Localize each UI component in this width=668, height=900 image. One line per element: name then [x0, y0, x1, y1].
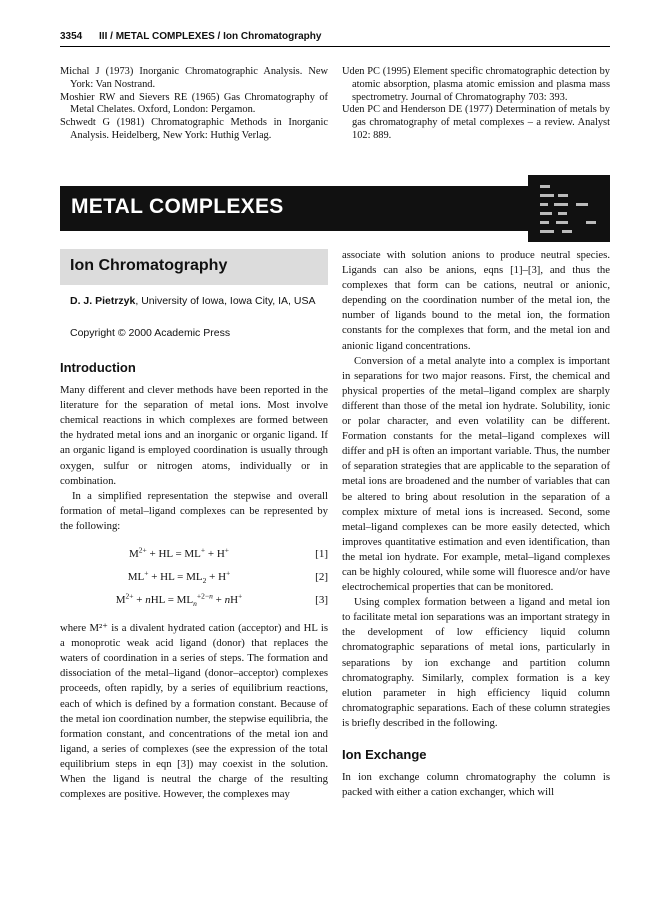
references-left [60, 66, 328, 143]
reference-item: Michal J (1973) Inorganic Chromatographic Analysis. New York: Van Nostrand. [60, 66, 328, 90]
section-banner-title: METAL COMPLEXES [71, 195, 284, 218]
reference-item: Uden PC (1995) Element specific chromatographic detection by atomic absorption, plasma atomic emission and plasma mass spectrometry. Journal of Chromatography 703: 393. [342, 66, 610, 103]
ion-exchange-heading: Ion Exchange [342, 747, 427, 762]
equation-number: [1] [315, 548, 328, 561]
header-rule [60, 46, 610, 47]
author-name: D. J. Pietrzyk [70, 295, 136, 307]
equation-1: $M^{2+}$ + HL = ML+ + H+ [1] [60, 544, 328, 567]
paragraph: In ion exchange column chromatography the column is packed with either a cation exchanger, which will [342, 771, 610, 799]
paragraph: Using complex formation between a ligand and metal ion to facilitate metal ion separations was an important strategy in the development of low efficiency liquid column chromatographic separations of metal ions, particularly in separations by ion exchange and partition column chromatography. Similarly, complex formation is a key elution parameter in high efficiency liquid column chromatographic separations. Each of these column strategies is briefly described in the following. [342, 596, 610, 729]
right-column [342, 248, 610, 800]
introduction-heading: Introduction [60, 360, 136, 375]
copyright: Copyright © 2000 Academic Press [70, 327, 231, 339]
chromatogram-icon [528, 175, 610, 242]
equation-number: [3] [315, 594, 328, 607]
author-affiliation: , University of Iowa, Iowa City, IA, USA [135, 295, 316, 307]
reference-item: Uden PC and Henderson DE (1977) Determination of metals by gas chromatography of metal complexes – a review. Analyst 102: 889. [342, 104, 610, 141]
subsection-title-box [60, 249, 328, 285]
running-head-title: III / METAL COMPLEXES / Ion Chromatography [99, 31, 322, 42]
subsection-title: Ion Chromatography [70, 257, 228, 274]
equation-3: $M^{2+}$ + nHL = $ML_n^{+2-n} + nH^+$ [3] [115, 591, 328, 609]
section-banner [60, 186, 534, 231]
equation-number: [2] [315, 571, 328, 584]
left-column [60, 360, 328, 802]
references-right [342, 66, 610, 143]
paragraph: Conversion of a metal analyte into a complex is important in separations for two major reasons. First, the chemical and physical properties of the metal–ligand complex are sharply different than those of the metal ion hydrate. Solubility, ionic or polar character, and even volatility can be different. Formation constants for the metal–ligand complexes will differ and pH is often an important variable. Thus, the number of separation strategies that are applicable to the separation of metal ions are broadened and the number of variables that can be altered to bring about resolution in the separation of a complex mixture of metal ions is increased. Second, some metal–ligand complexes can be more easily detected, which improves quantitative estimation and even identification, than the metal ion hydrate. For example, metal–ligand complexes can be highly coloured, while some will fluoresce and/or have electrochemical properties that can be monitored. [342, 354, 610, 594]
running-head [60, 31, 610, 42]
reference-item: Schwedt G (1981) Chromatographic Methods in Inorganic Analysis. Heidelberg, New York: Huthig Verlag. [60, 117, 328, 141]
paragraph: associate with solution anions to produce neutral species. Ligands can also be anions, eqns [1]–[3], and thus the complexes that form can be cations, neutral or anionic, depending on the coordination number of the metal ion, the number of ligands bound to the metal ion, the formation constants for the complexes that form, and the metal ion and anionic ligand concentrations. [342, 249, 610, 352]
paragraph: In a simplified representation the stepwise and overall formation of metal–ligand complexes can be represented by the following: [60, 489, 328, 532]
paragraph: where M²⁺ is a divalent hydrated cation (acceptor) and HL is a monoprotic weak acid ligand (donor) that replaces the waters of coordination in a series of steps. The formation and dissociation of the metal–ligand (donor–acceptor) complexes proceeds, often rapidly, by a series of equilibrium reactions, each of which is defined by a formation constant. Because of the metal ion coordination number, the stepwise equilibria, the formation constant, and concentrations of the metal ion and ligand, a series of complexes (see the expression of the total equilibrium steps in eqn [3]) may coexist in the solution. When the ligand is neutral the charge of the resulting complexes are positive. However, the complexes may [60, 622, 328, 801]
equation-2: ML+ + HL = $ML_2 + H^+$ [2] [127, 568, 328, 586]
reference-item: Moshier RW and Sievers RE (1965) Gas Chromatography of Metal Chelates. Oxford, London: Pergamon. [60, 91, 328, 116]
paragraph: Many different and clever methods have been reported in the literature for the separation of metal ions. Most involve chemical reactions in which complexes are formed between the hydrated metal ions and an inorganic or organic ligand. If an organic ligand is employed coordination is usually through oxygen, sulfur or nitrogen atoms, individually or in combination. [60, 384, 328, 487]
author-line [70, 295, 320, 308]
page-number: 3354 [60, 31, 83, 42]
